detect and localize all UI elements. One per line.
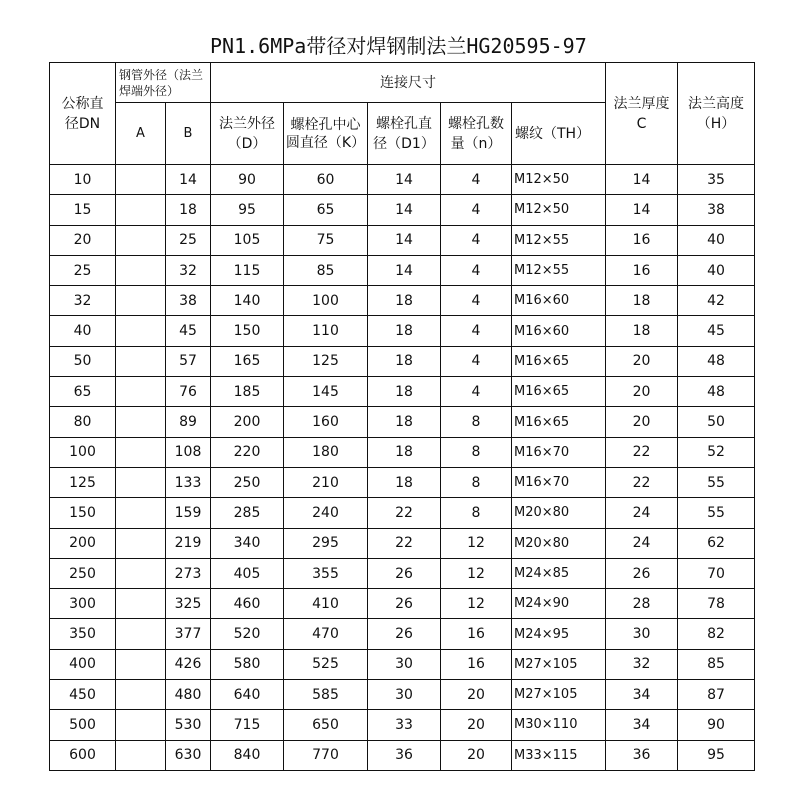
cell-thickness: 16 [606, 225, 678, 255]
cell-thickness: 32 [606, 649, 678, 679]
cell-height: 85 [678, 649, 755, 679]
header-connection: 连接尺寸 [211, 63, 606, 103]
table-row [50, 710, 755, 740]
cell-dn: 600 [50, 740, 116, 770]
cell-bolt-circle: 470 [284, 619, 368, 649]
cell-b: 159 [166, 498, 211, 528]
cell-dn: 15 [50, 195, 116, 225]
cell-bolt-circle: 85 [284, 255, 368, 285]
cell-dn: 65 [50, 377, 116, 407]
cell-height: 62 [678, 528, 755, 558]
cell-a [116, 316, 166, 346]
cell-b: 630 [166, 740, 211, 770]
cell-flange-od: 185 [211, 377, 284, 407]
cell-b: 325 [166, 589, 211, 619]
cell-thickness: 28 [606, 589, 678, 619]
table-row [50, 286, 755, 316]
cell-flange-od: 105 [211, 225, 284, 255]
cell-dn: 450 [50, 680, 116, 710]
page-title: PN1.6MPa带径对焊钢制法兰HG20595-97 [210, 34, 587, 58]
cell-height: 42 [678, 286, 755, 316]
cell-b: 133 [166, 467, 211, 497]
header-thread: 螺纹（TH） [512, 103, 606, 165]
cell-flange-od: 580 [211, 649, 284, 679]
header-pipe-od [116, 63, 211, 103]
cell-thread: M27×105 [512, 680, 606, 710]
cell-dn: 300 [50, 589, 116, 619]
cell-bolt-hole-dia: 14 [368, 255, 441, 285]
cell-thread: M16×70 [512, 467, 606, 497]
cell-bolt-hole-dia: 26 [368, 589, 441, 619]
cell-height: 95 [678, 740, 755, 770]
flange-spec-table [49, 62, 755, 771]
cell-flange-od: 90 [211, 165, 284, 195]
table-row [50, 377, 755, 407]
cell-a [116, 346, 166, 376]
cell-flange-od: 840 [211, 740, 284, 770]
header-dn-label: 公称直径DN [61, 95, 104, 132]
cell-thread: M20×80 [512, 498, 606, 528]
cell-flange-od: 200 [211, 407, 284, 437]
table-header [50, 63, 755, 165]
cell-dn: 200 [50, 528, 116, 558]
cell-thickness: 22 [606, 467, 678, 497]
cell-bolt-circle: 770 [284, 740, 368, 770]
cell-b: 480 [166, 680, 211, 710]
cell-bolt-hole-dia: 18 [368, 437, 441, 467]
cell-thread: M12×50 [512, 165, 606, 195]
cell-thickness: 36 [606, 740, 678, 770]
cell-height: 55 [678, 467, 755, 497]
cell-bolt-hole-count: 4 [441, 165, 512, 195]
cell-bolt-hole-dia: 18 [368, 346, 441, 376]
cell-flange-od: 150 [211, 316, 284, 346]
cell-bolt-circle: 410 [284, 589, 368, 619]
cell-height: 82 [678, 619, 755, 649]
cell-bolt-hole-count: 4 [441, 195, 512, 225]
cell-bolt-hole-dia: 14 [368, 165, 441, 195]
cell-height: 50 [678, 407, 755, 437]
cell-flange-od: 640 [211, 680, 284, 710]
cell-flange-od: 285 [211, 498, 284, 528]
cell-a [116, 710, 166, 740]
cell-flange-od: 250 [211, 467, 284, 497]
cell-bolt-circle: 585 [284, 680, 368, 710]
cell-bolt-circle: 525 [284, 649, 368, 679]
table-row [50, 740, 755, 770]
cell-b: 219 [166, 528, 211, 558]
cell-flange-od: 165 [211, 346, 284, 376]
cell-a [116, 195, 166, 225]
table-row [50, 165, 755, 195]
cell-thread: M12×55 [512, 255, 606, 285]
cell-height: 40 [678, 255, 755, 285]
cell-bolt-hole-dia: 30 [368, 680, 441, 710]
cell-bolt-circle: 65 [284, 195, 368, 225]
cell-thickness: 18 [606, 286, 678, 316]
cell-bolt-hole-count: 4 [441, 286, 512, 316]
cell-bolt-hole-dia: 22 [368, 528, 441, 558]
cell-a [116, 165, 166, 195]
header-pipe-od-label: 钢管外径（法兰焊端外径） [119, 67, 204, 98]
cell-dn: 40 [50, 316, 116, 346]
cell-b: 89 [166, 407, 211, 437]
cell-flange-od: 115 [211, 255, 284, 285]
cell-flange-od: 220 [211, 437, 284, 467]
table-row [50, 225, 755, 255]
cell-dn: 10 [50, 165, 116, 195]
table-row [50, 589, 755, 619]
header-col-b: B [166, 103, 211, 165]
cell-a [116, 498, 166, 528]
cell-bolt-circle: 160 [284, 407, 368, 437]
cell-flange-od: 520 [211, 619, 284, 649]
cell-thickness: 30 [606, 619, 678, 649]
cell-a [116, 680, 166, 710]
cell-b: 14 [166, 165, 211, 195]
cell-height: 70 [678, 558, 755, 588]
cell-bolt-circle: 210 [284, 467, 368, 497]
cell-bolt-hole-dia: 22 [368, 498, 441, 528]
cell-height: 55 [678, 498, 755, 528]
header-bolt-hole-count-label: 螺栓孔数量（n） [448, 115, 504, 152]
cell-bolt-hole-count: 8 [441, 437, 512, 467]
cell-thread: M33×115 [512, 740, 606, 770]
cell-dn: 150 [50, 498, 116, 528]
cell-bolt-hole-count: 16 [441, 619, 512, 649]
cell-thread: M24×95 [512, 619, 606, 649]
cell-bolt-circle: 650 [284, 710, 368, 740]
cell-dn: 500 [50, 710, 116, 740]
cell-thread: M12×55 [512, 225, 606, 255]
cell-dn: 20 [50, 225, 116, 255]
cell-bolt-hole-dia: 33 [368, 710, 441, 740]
cell-bolt-circle: 125 [284, 346, 368, 376]
cell-thread: M16×60 [512, 316, 606, 346]
cell-thread: M16×60 [512, 286, 606, 316]
cell-b: 32 [166, 255, 211, 285]
header-flange-od [211, 103, 284, 165]
cell-bolt-hole-count: 12 [441, 558, 512, 588]
table-row [50, 649, 755, 679]
cell-thickness: 14 [606, 165, 678, 195]
header-height-label: 法兰高度（H） [688, 95, 745, 132]
cell-flange-od: 95 [211, 195, 284, 225]
cell-bolt-hole-dia: 18 [368, 286, 441, 316]
cell-bolt-hole-count: 4 [441, 225, 512, 255]
cell-thickness: 22 [606, 437, 678, 467]
cell-a [116, 740, 166, 770]
cell-bolt-hole-dia: 14 [368, 225, 441, 255]
cell-bolt-circle: 110 [284, 316, 368, 346]
cell-bolt-hole-dia: 18 [368, 467, 441, 497]
header-bolt-hole-dia-label: 螺栓孔直径（D1） [373, 115, 435, 152]
cell-a [116, 255, 166, 285]
cell-a [116, 467, 166, 497]
cell-thickness: 34 [606, 710, 678, 740]
cell-a [116, 407, 166, 437]
cell-bolt-hole-count: 4 [441, 377, 512, 407]
cell-bolt-hole-dia: 36 [368, 740, 441, 770]
cell-bolt-hole-count: 4 [441, 255, 512, 285]
header-bolt-circle [284, 103, 368, 165]
table-body [50, 165, 755, 771]
cell-thread: M27×105 [512, 649, 606, 679]
cell-bolt-hole-count: 16 [441, 649, 512, 679]
cell-b: 45 [166, 316, 211, 346]
cell-b: 377 [166, 619, 211, 649]
cell-bolt-circle: 145 [284, 377, 368, 407]
cell-dn: 125 [50, 467, 116, 497]
cell-height: 45 [678, 316, 755, 346]
cell-b: 426 [166, 649, 211, 679]
cell-bolt-circle: 100 [284, 286, 368, 316]
cell-thread: M16×65 [512, 346, 606, 376]
table-row [50, 498, 755, 528]
cell-dn: 32 [50, 286, 116, 316]
cell-thread: M12×50 [512, 195, 606, 225]
cell-dn: 50 [50, 346, 116, 376]
cell-b: 57 [166, 346, 211, 376]
cell-b: 530 [166, 710, 211, 740]
cell-b: 25 [166, 225, 211, 255]
cell-a [116, 437, 166, 467]
header-thickness-label: 法兰厚度C [613, 95, 670, 132]
cell-flange-od: 405 [211, 558, 284, 588]
cell-flange-od: 140 [211, 286, 284, 316]
header-height [678, 63, 755, 165]
cell-flange-od: 340 [211, 528, 284, 558]
cell-bolt-hole-count: 20 [441, 740, 512, 770]
header-bolt-circle-label: 螺栓孔中心圆直径（K） [285, 116, 366, 151]
cell-bolt-hole-dia: 26 [368, 619, 441, 649]
table-row [50, 680, 755, 710]
cell-a [116, 286, 166, 316]
cell-thickness: 18 [606, 316, 678, 346]
table-row [50, 558, 755, 588]
cell-height: 48 [678, 346, 755, 376]
cell-b: 38 [166, 286, 211, 316]
cell-height: 87 [678, 680, 755, 710]
cell-bolt-circle: 60 [284, 165, 368, 195]
cell-thickness: 34 [606, 680, 678, 710]
cell-a [116, 558, 166, 588]
table-row [50, 316, 755, 346]
cell-thread: M24×90 [512, 589, 606, 619]
table-row [50, 437, 755, 467]
cell-dn: 100 [50, 437, 116, 467]
cell-bolt-hole-dia: 18 [368, 316, 441, 346]
header-dn [50, 63, 116, 165]
cell-height: 90 [678, 710, 755, 740]
cell-height: 38 [678, 195, 755, 225]
cell-thickness: 20 [606, 346, 678, 376]
cell-bolt-circle: 295 [284, 528, 368, 558]
header-thickness [606, 63, 678, 165]
cell-thickness: 20 [606, 407, 678, 437]
cell-bolt-circle: 180 [284, 437, 368, 467]
cell-bolt-hole-count: 12 [441, 528, 512, 558]
header-bolt-hole-count [441, 103, 512, 165]
cell-a [116, 528, 166, 558]
cell-thread: M24×85 [512, 558, 606, 588]
table-row [50, 346, 755, 376]
cell-b: 18 [166, 195, 211, 225]
cell-flange-od: 460 [211, 589, 284, 619]
cell-b: 108 [166, 437, 211, 467]
cell-a [116, 377, 166, 407]
cell-thread: M16×65 [512, 407, 606, 437]
cell-bolt-hole-dia: 18 [368, 407, 441, 437]
cell-bolt-hole-dia: 18 [368, 377, 441, 407]
table-row [50, 467, 755, 497]
cell-bolt-hole-count: 8 [441, 498, 512, 528]
cell-height: 52 [678, 437, 755, 467]
cell-a [116, 619, 166, 649]
table-row [50, 195, 755, 225]
cell-bolt-circle: 240 [284, 498, 368, 528]
cell-a [116, 225, 166, 255]
cell-thickness: 14 [606, 195, 678, 225]
cell-thread: M16×70 [512, 437, 606, 467]
cell-bolt-hole-count: 8 [441, 467, 512, 497]
header-col-a: A [116, 103, 166, 165]
cell-bolt-hole-count: 8 [441, 407, 512, 437]
cell-dn: 350 [50, 619, 116, 649]
cell-thread: M20×80 [512, 528, 606, 558]
cell-dn: 250 [50, 558, 116, 588]
cell-b: 273 [166, 558, 211, 588]
cell-b: 76 [166, 377, 211, 407]
table-row [50, 619, 755, 649]
cell-thickness: 20 [606, 377, 678, 407]
cell-bolt-hole-dia: 14 [368, 195, 441, 225]
cell-height: 48 [678, 377, 755, 407]
cell-thread: M16×65 [512, 377, 606, 407]
cell-bolt-hole-dia: 30 [368, 649, 441, 679]
cell-flange-od: 715 [211, 710, 284, 740]
cell-dn: 80 [50, 407, 116, 437]
cell-height: 35 [678, 165, 755, 195]
table-row [50, 528, 755, 558]
table-row [50, 407, 755, 437]
table-row [50, 255, 755, 285]
header-bolt-hole-dia [368, 103, 441, 165]
cell-bolt-hole-count: 12 [441, 589, 512, 619]
header-flange-od-label: 法兰外径（D） [219, 115, 275, 152]
cell-bolt-circle: 75 [284, 225, 368, 255]
cell-bolt-circle: 355 [284, 558, 368, 588]
cell-bolt-hole-count: 20 [441, 680, 512, 710]
cell-thickness: 24 [606, 528, 678, 558]
cell-bolt-hole-count: 4 [441, 346, 512, 376]
cell-thread: M30×110 [512, 710, 606, 740]
cell-thickness: 16 [606, 255, 678, 285]
cell-dn: 25 [50, 255, 116, 285]
cell-a [116, 649, 166, 679]
cell-a [116, 589, 166, 619]
cell-bolt-hole-count: 4 [441, 316, 512, 346]
cell-height: 40 [678, 225, 755, 255]
cell-thickness: 26 [606, 558, 678, 588]
cell-thickness: 24 [606, 498, 678, 528]
cell-height: 78 [678, 589, 755, 619]
cell-bolt-hole-dia: 26 [368, 558, 441, 588]
cell-bolt-hole-count: 20 [441, 710, 512, 740]
cell-dn: 400 [50, 649, 116, 679]
